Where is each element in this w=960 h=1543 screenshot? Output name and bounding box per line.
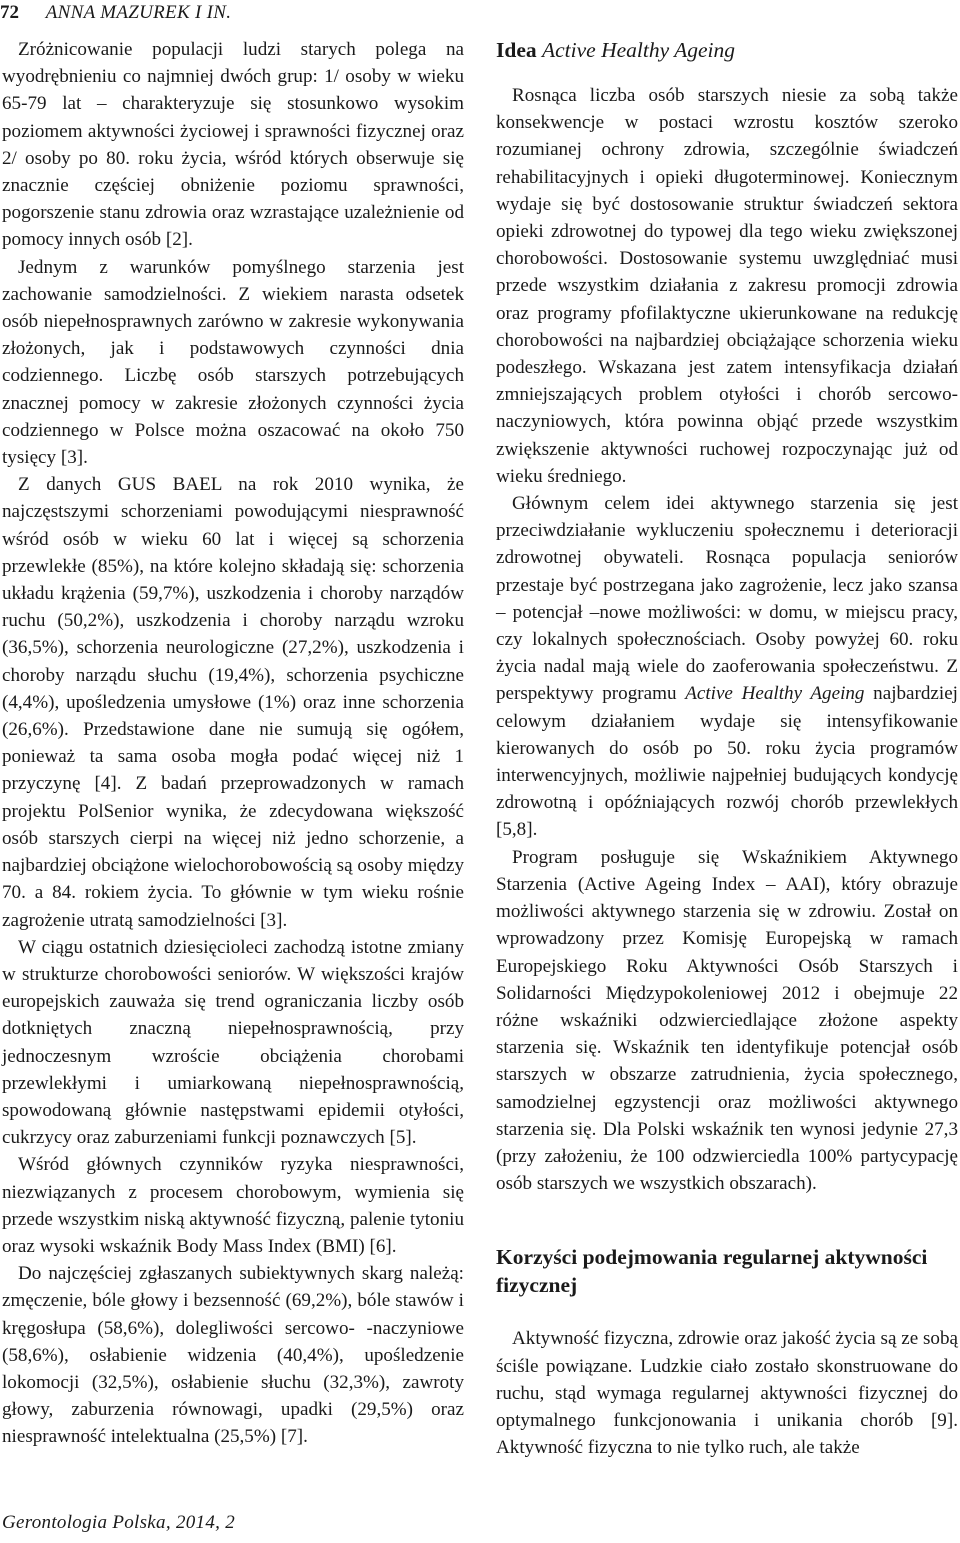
paragraph-text: Głównym celem idei aktywnego starzenia się jest przeciwdziałanie wykluczeniu społecznemu i deterioracji zdrowotnej obywateli. Rosnąca populacja seniorów przestaje być postrzegana jako zagrożenie, lecz jako szansa – potencjał –nowe możliwości: w domu, w miejscu pracy, czy lokalnych społecznościach. Osoby powyżej 60. roku życia nadal mają wiele do zaoferowania społeczeństwu. Z perspektywy programu [496,493,958,705]
body-paragraph: Aktywność fizyczna, zdrowie oraz jakość życia są ze sobą ściśle powiązane. Ludzkie ciało zostało skonstruowane do ruchu, stąd wymaga regularnej aktywności fizycznej do optymalnego funkcjonowania i unikania chorób [9]. Aktywność fizyczna to nie tylko ruch, ale także [496,1328,958,1459]
journal-footer: Gerontologia Polska, 2014, 2 [2,1512,236,1533]
running-head-authors: ANNA MAZUREK I IN. [45,2,232,23]
section-heading-italic: Active Healthy Ageing [542,38,736,62]
paragraph-text: najbardziej celowym działaniem wydaje się intensyfikowanie kierowanych do osób po 50. roku życia programów interwencyjnych, możliwie najpełniej budujących kondycję zdrowotną i opóźniających rozwój chorób przewlekłych [5,8]. [496,683,958,841]
page-number: 72 [0,2,19,23]
body-paragraph: Program posługuje się Wskaźnikiem Aktywnego Starzenia (Active Ageing Index – AAI), który obrazuje możliwości aktywnego starzenia się w zdrowiu. Został on wprowadzony przez Komisję Europejską w ramach Europejskiego Roku Aktywności Osób Starszych i Solidarności Międzypokoleniowej 2012 i obejmuje 22 różne wskaźniki odzwierciedlające złożone aspekty starzenia się. Wskaźnik ten identyfikuje potencjał osób starszych w obszarze zatrudnienia, życia społecznego, samodzielnej egzystencji oraz możliwości aktywnego starzenia się. Dla Polski wskaźnik ten wynosi jedynie 27,3 (przy założeniu, że 100 odzwierciedla 100% partycypację osób starszych we wszystkich obszarach). [496,846,958,1195]
body-paragraph: W ciągu ostatnich dziesięcioleci zachodzą istotne zmiany w strukturze chorobowości seniorów. W większości krajów europejskich zauważa się trend ograniczania liczby osób dotkniętych znaczną niepełnosprawnością, przy jednoczesnym wzroście obciążenia chorobami przewlekłymi i umiarkowaną niepełnosprawnością, spowodowaną głównie następstwami epidemii otyłości, cukrzycy oraz zaburzeniami funkcji poznawczych [5]. [2,936,464,1149]
body-paragraph: Z danych GUS BAEL na rok 2010 wynika, że najczęstszymi schorzeniami powodującymi niesprawność wśród osób w wieku 60 lat i więcej są schorzenia przewlekłe (85%), na które kolejno składają się: schorzenia układu krążenia (59,7%), uszkodzenia i choroby narządów ruchu (50,2%), uszkodzenia i choroby narządu wzroku (36,5%), schorzenia neurologiczne (27,2%), uszkodzenia i choroby narządu słuchu (19,4%), schorzenia psychiczne (4,4%), upośledzenia umysłowe (1%) oraz inne schorzenia (26,6%). Przedstawione dane nie sumują się ogółem, ponieważ ta sama osoba mogła podać więcej niż 1 przyczynę [4]. Z badań przeprowadzonych w ramach projektu PolSenior wynika, że zdecydowana większość osób starszych cierpi na więcej niż jedno schorzenie, a najbardziej obciążone wielochorobowością są osoby między 70. a 84. rokiem życia. To głównie w tym wieku rośnie zagrożenie utratą samodzielności [3]. [2,474,464,931]
body-paragraph: Wśród głównych czynników ryzyka niesprawności, niezwiązanych z procesem chorobowym, wymienia się przede wszystkim niską aktywność fizyczną, palenie tytoniu oraz wysoki wskaźnik Body Mass Index (BMI) [6]. [2,1154,464,1257]
left-column [2,36,464,1451]
body-paragraph [496,490,958,844]
section-heading-prefix: Idea [496,38,537,62]
body-paragraph: Do najczęściej zgłaszanych subiektywnych skarg należą: zmęczenie, bóle głowy i bezsenność (69,2%), bóle stawów i kręgosłupa (58,6%), dolegliwości sercowo- -naczyniowe (58,6%), osłabienie widzenia (40,4%), upośledzenie lokomocji (32,5%), osłabienie słuchu (32,3%), zawroty głowy, zaburzenia równowagi, upadki (29,5%) oraz niesprawność intelektualna (25,5%) [7]. [2,1263,464,1448]
section-heading-physical-activity: Korzyści podejmowania regularnej aktywności fizycznej [496,1245,928,1298]
running-head [0,0,231,26]
section-heading-active-healthy-ageing [496,36,958,64]
body-paragraph: Jednym z warunków pomyślnego starzenia jest zachowanie samodzielności. Z wiekiem narasta odsetek osób niepełnosprawnych zarówno w zakresie wykonywania złożonych, jak i podstawowych czynności dnia codziennego. Liczbę osób starszych potrzebujących znacznej pomocy w zakresie złożonych czynności życia codziennego w Polsce można oszacować na około 750 tysięcy [3]. [2,256,464,469]
program-name-italic: Active Healthy Ageing [685,683,865,705]
body-paragraph: Rosnąca liczba osób starszych niesie za sobą także konsekwencje w postaci wzrostu kosztów szeroko rozumianej ochrony zdrowia, szczególnie świadczeń rehabilitacyjnych i opieki długoterminowej. Koniecznym wydaje się być dostosowanie struktur świadczeń sektora opieki zdrowotnej do typowej dla tego wieku zwiększonej chorobowości. Dostosowanie systemu uwzględniać musi przede wszystkim działania z zakresu promocji zdrowia oraz programy pfofilaktyczne ukierunkowane na redukcję chorobowości na najbardziej obciążające schorzenia wieku podeszłego. Wskazana jest zatem intensyfikacja działań zmniejszających problem otyłości i chorób sercowo-naczyniowych, która powinna objąć przede wszystkim zwiększenie aktywności ruchowej rozpoczynając już od wieku średniego. [496,85,958,487]
body-paragraph: Zróżnicowanie populacji ludzi starych polega na wyodrębnieniu co najmniej dwóch grup: 1/ osoby w wieku 65-79 lat – charakteryzuje się stosunkowo wysokim poziomem aktywności życiowej i sprawności fizycznej oraz 2/ osoby po 80. roku życia, wśród których obserwuje się znacznie częściej obniżenie poziomu sprawności, pogorszenie stanu zdrowia oraz wzrastające uzależnienie od pomocy innych osób [2]. [2,39,464,251]
right-column [496,36,958,1461]
